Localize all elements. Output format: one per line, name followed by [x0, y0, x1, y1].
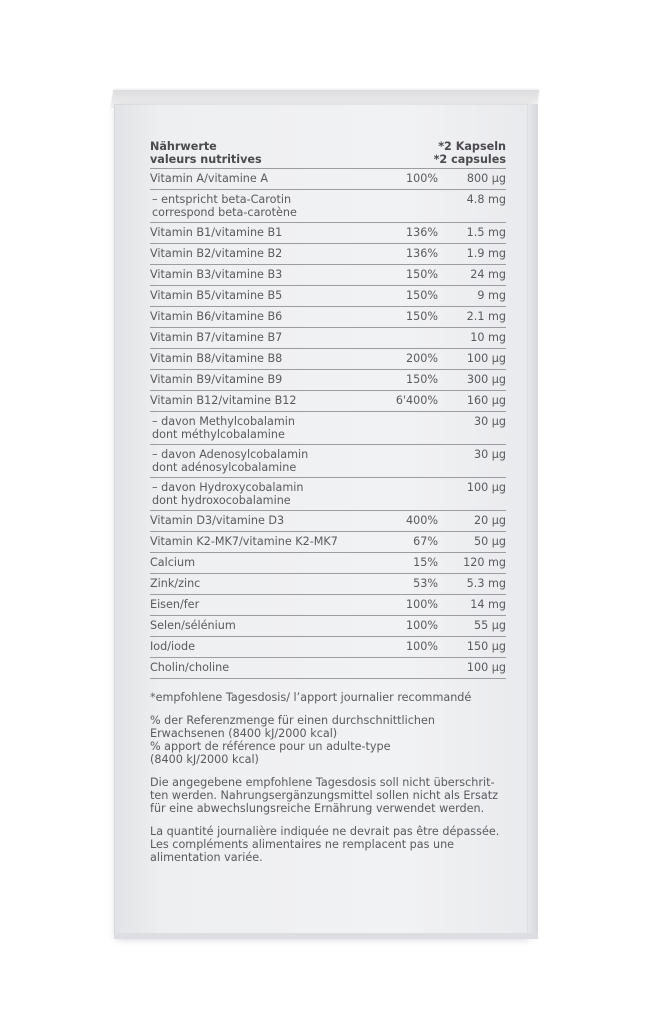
note-paragraph — [150, 776, 506, 815]
nutrient-percent: 400% — [406, 514, 438, 527]
nutrient-name: Vitamin B1/vitamine B1 — [150, 226, 283, 239]
nutrition-header — [150, 140, 506, 166]
nutrient-name: Vitamin A/vitamine A — [150, 172, 268, 185]
nutrient-name: – davon Adenosylcobalamin dont adénosylcobalamine — [152, 448, 309, 474]
nutrient-row — [150, 168, 506, 190]
note-paragraph — [150, 825, 506, 864]
nutrient-percent: 100% — [406, 619, 438, 632]
nutrient-amount: 300 µg — [466, 373, 506, 386]
serving-de: *2 Kapseln — [438, 140, 506, 153]
nutrient-percent: 150% — [406, 310, 438, 323]
nutrient-row — [150, 574, 506, 595]
nutrient-row — [150, 595, 506, 616]
nutrient-name: Vitamin K2-MK7/vitamine K2-MK7 — [150, 535, 338, 548]
nutrient-name: Vitamin B7/vitamine B7 — [150, 331, 283, 344]
nutrient-name: Iod/iode — [150, 640, 195, 653]
note-text: La quantité journalière indiquée ne devrait pas être dépassée. Les compléments alimentaires ne remplacent pas une alimentation variée. — [150, 825, 500, 864]
nutrient-percent: 53% — [413, 577, 438, 590]
nutrient-row — [150, 265, 506, 286]
nutrient-percent: 150% — [406, 289, 438, 302]
nutrient-percent: 150% — [406, 373, 438, 386]
nutrient-row — [150, 391, 506, 412]
nutrient-row — [150, 658, 506, 679]
nutrient-amount: 9 mg — [477, 289, 506, 302]
header-title-de: Nährwerte — [150, 140, 217, 153]
nutrient-row — [150, 328, 506, 349]
header-left — [150, 140, 262, 166]
label-notes — [150, 691, 506, 864]
nutrient-amount: 100 µg — [466, 481, 506, 494]
nutrient-percent: 150% — [406, 268, 438, 281]
box-bottom-edge — [114, 933, 538, 939]
nutrient-row — [150, 637, 506, 658]
nutrient-name: Vitamin B9/vitamine B9 — [150, 373, 283, 386]
serving-fr: *2 capsules — [433, 153, 506, 166]
nutrient-name: Selen/sélénium — [150, 619, 236, 632]
nutrient-amount: 1.9 mg — [466, 247, 506, 260]
nutrient-name: Vitamin B2/vitamine B2 — [150, 247, 283, 260]
nutrient-percent: 100% — [406, 172, 438, 185]
nutrient-row — [150, 478, 506, 511]
nutrient-amount: 55 µg — [473, 619, 506, 632]
note-text: Die angegebene empfohlene Tagesdosis soll nicht überschrit- ten werden. Nahrungsergänzungsmittel sollen nicht als Ersatz für eine abwechslungsreiche Ernährung verwendet werden. — [150, 776, 498, 815]
note-text: *empfohlene Tagesdosis/ l’apport journalier recommandé — [150, 691, 472, 704]
nutrient-percent: 136% — [406, 247, 438, 260]
nutrient-name: Calcium — [150, 556, 196, 569]
nutrient-amount: 120 mg — [463, 556, 506, 569]
header-title-fr: valeurs nutritives — [150, 153, 262, 166]
nutrient-row — [150, 445, 506, 478]
nutrient-row — [150, 616, 506, 637]
nutrient-percent: 100% — [406, 640, 438, 653]
header-right — [434, 140, 506, 166]
nutrient-amount: 50 µg — [473, 535, 506, 548]
nutrient-percent: 15% — [413, 556, 438, 569]
nutrient-name: Vitamin B12/vitamine B12 — [150, 394, 297, 407]
nutrient-percent: 136% — [406, 226, 438, 239]
nutrient-name: Cholin/choline — [150, 661, 230, 674]
nutrient-amount: 14 mg — [470, 598, 506, 611]
nutrient-amount: 2.1 mg — [466, 310, 506, 323]
nutrient-percent: 6'400% — [395, 394, 438, 407]
nutrient-row — [150, 532, 506, 553]
nutrient-row — [150, 511, 506, 532]
nutrient-name: Vitamin B5/vitamine B5 — [150, 289, 283, 302]
nutrient-name: Eisen/fer — [150, 598, 200, 611]
nutrient-percent: 100% — [406, 598, 438, 611]
note-paragraph — [150, 691, 506, 704]
nutrient-amount: 160 µg — [466, 394, 506, 407]
nutrient-row — [150, 349, 506, 370]
nutrient-row — [150, 307, 506, 328]
nutrient-name: – entspricht beta-Carotin correspond beta-carotène — [152, 193, 297, 219]
nutrient-amount: 1.5 mg — [466, 226, 506, 239]
nutrient-amount: 5.3 mg — [466, 577, 506, 590]
nutrient-percent: 67% — [413, 535, 438, 548]
nutrient-amount: 100 µg — [466, 352, 506, 365]
nutrient-name: – davon Methylcobalamin dont méthylcobalamine — [152, 415, 295, 441]
nutrient-row — [150, 286, 506, 307]
nutrition-table — [150, 168, 506, 679]
nutrient-amount: 800 µg — [466, 172, 506, 185]
nutrient-name: Vitamin B6/vitamine B6 — [150, 310, 283, 323]
nutrition-label — [150, 140, 506, 874]
nutrient-amount: 20 µg — [473, 514, 506, 527]
nutrient-row — [150, 244, 506, 265]
nutrient-amount: 30 µg — [473, 415, 506, 428]
nutrient-amount: 100 µg — [466, 661, 506, 674]
nutrient-name: Vitamin D3/vitamine D3 — [150, 514, 285, 527]
nutrient-amount: 4.8 mg — [466, 193, 506, 206]
nutrient-name: – davon Hydroxycobalamin dont hydroxocobalamine — [152, 481, 304, 507]
nutrient-row — [150, 190, 506, 223]
nutrient-amount: 150 µg — [466, 640, 506, 653]
nutrient-row — [150, 553, 506, 574]
note-paragraph — [150, 714, 506, 766]
nutrient-name: Zink/zinc — [150, 577, 201, 590]
note-text: % der Referenzmenge für einen durchschnittlichen Erwachsenen (8400 kJ/2000 kcal) % apport de référence pour un adulte-type (8400 kJ/2000 kcal) — [150, 714, 435, 766]
nutrient-row — [150, 412, 506, 445]
nutrient-row — [150, 223, 506, 244]
nutrient-amount: 30 µg — [473, 448, 506, 461]
nutrient-name: Vitamin B3/vitamine B3 — [150, 268, 283, 281]
nutrient-row — [150, 370, 506, 391]
nutrient-amount: 24 mg — [470, 268, 506, 281]
nutrient-name: Vitamin B8/vitamine B8 — [150, 352, 283, 365]
nutrient-amount: 10 mg — [470, 331, 506, 344]
nutrient-percent: 200% — [406, 352, 438, 365]
box-right-edge — [528, 104, 538, 936]
